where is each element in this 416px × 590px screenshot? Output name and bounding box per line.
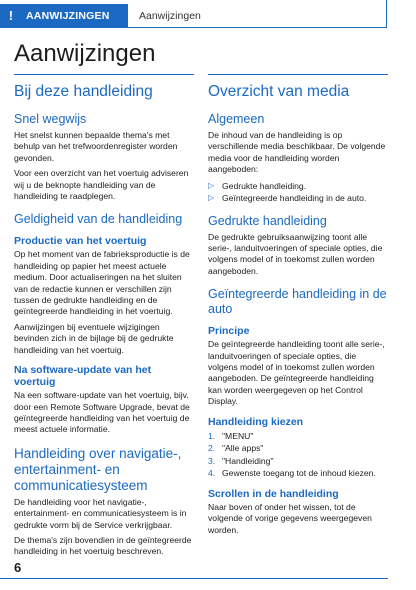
paragraph: Het snelst kunnen bepaalde thema's met behulp van het trefwoordenregister worden gevonden. bbox=[14, 130, 178, 163]
paragraph: De geïntegreerde handleiding toont alle serie-, landuitvoeringen of speciale opties, die volgens model of in toekomst zullen worden aangeboden. De geïntegreerde handleiding kan worden weergegeven op het Control Display. bbox=[208, 339, 385, 407]
arrow-icon: ▷ bbox=[208, 192, 215, 202]
paragraph: Naar boven of onder het wissen, tot de volgende of vorige gegevens weergegeven worden. bbox=[208, 501, 372, 535]
heading-snel-wegwijs: Snel wegwijs bbox=[14, 112, 87, 126]
subheading-software-update: Na software-update van het voertuig bbox=[14, 364, 152, 389]
subheading-scrollen: Scrollen in de handleiding bbox=[208, 487, 339, 500]
arrow-icon: ▷ bbox=[208, 180, 215, 190]
paragraph: Op het moment van de fabrieksproductie is de handleiding op papier het meest actuele medium. Door actualiseringen na het sluiten van de redactie kunnen er verschillen zijn tussen de gedrukte handleiding en de geïntegreerde handleiding in het voertuig. bbox=[14, 249, 190, 317]
list-item: 4. Gewenste toegang tot de inhoud kiezen. bbox=[208, 468, 376, 479]
section-title-handleiding: Bij deze handleiding bbox=[14, 74, 194, 104]
list-item: ▷ Gedrukte handleiding. bbox=[208, 180, 307, 191]
list-item: 3. "Handleiding" bbox=[208, 455, 274, 466]
heading-geintegreerde: Geïntegreerde handleiding in de auto bbox=[208, 287, 387, 317]
paragraph: Voor een overzicht van het voertuig adviseren wij u de beknopte handleiding van de handleiding te raadplegen. bbox=[14, 168, 189, 202]
heading-geldigheid: Geldigheid van de handleiding bbox=[14, 212, 183, 227]
left-column bbox=[14, 74, 194, 562]
chapter-label: AANWIJZINGEN bbox=[26, 9, 110, 22]
section-title-media: Overzicht van media bbox=[208, 74, 388, 104]
list-item: ▷ Geïntegreerde handleiding in de auto. bbox=[208, 192, 367, 203]
right-column bbox=[208, 74, 388, 540]
paragraph: De thema's zijn bovendien in de geïntegreerde handleiding in het voertuig beschreven. bbox=[14, 534, 192, 557]
list-item: 1. "MENU" bbox=[208, 430, 254, 441]
notice-icon: ! bbox=[8, 8, 14, 23]
subheading-productie: Productie van het voertuig bbox=[14, 235, 147, 248]
heading-navigatie: Handleiding over navigatie-, entertainment- en communicatiesysteem bbox=[14, 445, 182, 493]
paragraph: Na een software-update van het voertuig, bijv. door een Remote Software Upgrade, bevat de geïntegreerde handleiding van het voertuig de meest actuele informatie. bbox=[14, 390, 190, 435]
subheading-kiezen: Handleiding kiezen bbox=[208, 415, 304, 428]
page-header bbox=[0, 0, 416, 28]
steps-list bbox=[208, 430, 388, 480]
header-divider bbox=[0, 27, 387, 28]
page-number: 6 bbox=[14, 560, 22, 575]
subheading-principe: Principe bbox=[208, 325, 250, 338]
paragraph: De gedrukte gebruiksaanwijzing toont alle serie-, landuitvoeringen of speciale opties, die volgens model of in toekomst zullen worden aangeboden. bbox=[208, 231, 383, 276]
paragraph: De inhoud van de handleiding is op verschillende media beschikbaar. De volgende media voor de handleiding worden aangeboden: bbox=[208, 130, 386, 175]
page-title: Aanwijzingen bbox=[14, 40, 156, 67]
header-vertical-divider bbox=[386, 0, 387, 28]
breadcrumb: Aanwijzingen bbox=[139, 9, 201, 22]
media-list bbox=[208, 180, 388, 204]
paragraph: Aanwijzingen bij eventuele wijzigingen bevinden zich in de bijlage bij de gedrukte handleiding van het voertuig. bbox=[14, 321, 174, 355]
heading-algemeen: Algemeen bbox=[208, 112, 265, 126]
chapter-tab bbox=[0, 4, 128, 27]
list-item: 2. "Alle apps" bbox=[208, 443, 264, 454]
heading-gedrukte: Gedrukte handleiding bbox=[208, 213, 327, 228]
paragraph: De handleiding voor het navigatie-, entertainment- en communicatiesysteem is in gedrukte vorm bij de Service verkrijgbaar. bbox=[14, 496, 187, 530]
footer-divider bbox=[0, 578, 388, 579]
